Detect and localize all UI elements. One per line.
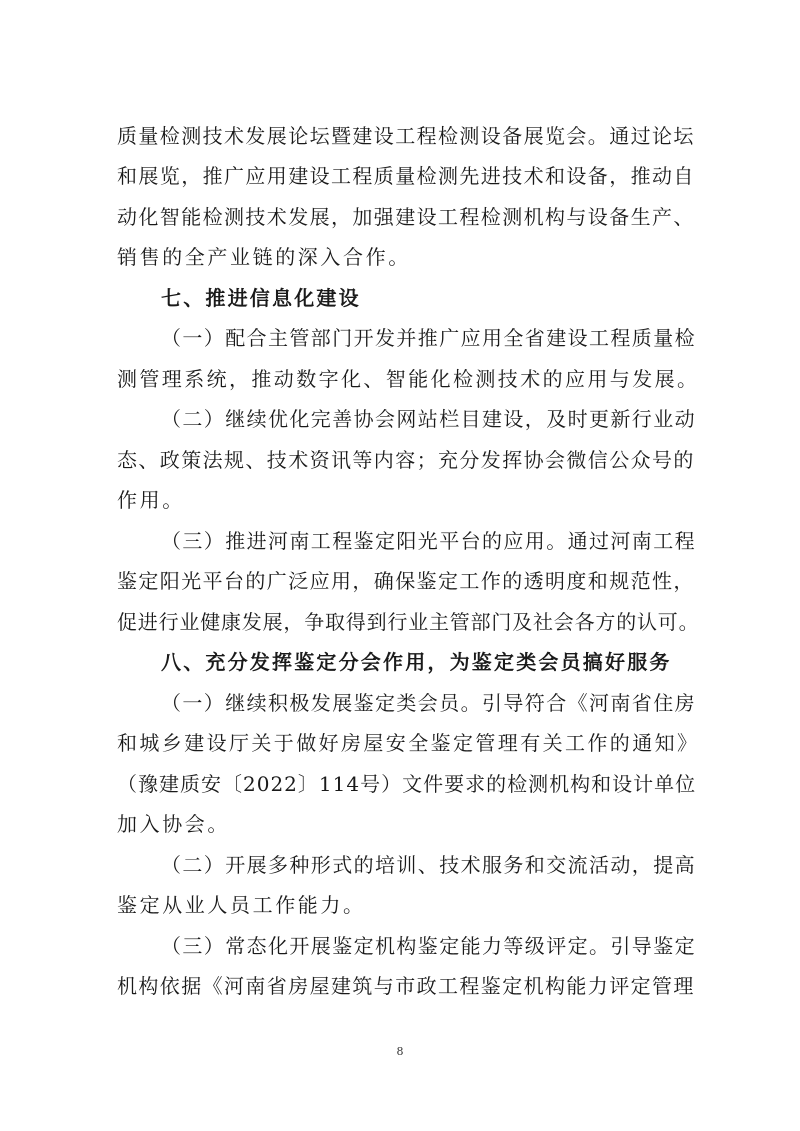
body-line [0, 847, 800, 883]
text-line: 和展览，推广应用建设工程质量检测先进技术和设备，推动自 [117, 164, 695, 188]
text-line: 测管理系统，推动数字化、智能化检测技术的应用与发展。 [117, 367, 700, 391]
body-line [0, 604, 800, 640]
body-line [0, 442, 800, 478]
text-line: 作用。 [117, 488, 185, 512]
body-line [0, 685, 800, 721]
text-line: （二）继续优化完善协会网站栏目建设，及时更新行业动 [161, 407, 696, 431]
body-line [0, 239, 800, 275]
text-line: 促进行业健康发展，争取得到行业主管部门及社会各方的认可。 [117, 610, 700, 634]
text-line: 鉴定阳光平台的广泛应用，确保鉴定工作的透明度和规范性， [117, 569, 695, 593]
text-line: 态、政策法规、技术资讯等内容；充分发挥协会微信公众号的 [117, 448, 695, 472]
page-number: 8 [396, 1045, 404, 1058]
text-line: （豫建质安〔2022〕114号）文件要求的检测机构和设计单位 [117, 772, 697, 796]
body-line [0, 401, 800, 437]
text-line: 鉴定从业人员工作能力。 [117, 893, 366, 917]
section-heading [0, 644, 800, 680]
body-line [0, 563, 800, 599]
text-line: 动化智能检测技术发展，加强建设工程检测机构与设备生产、 [117, 205, 695, 229]
body-line [0, 361, 800, 397]
body-line [0, 968, 800, 1004]
heading-text: 八、充分发挥鉴定分会作用，为鉴定类会员搞好服务 [161, 650, 672, 674]
text-line: （一）继续积极发展鉴定类会员。引导符合《河南省住房 [161, 691, 696, 715]
text-line: 质量检测技术发展论坛暨建设工程检测设备展览会。通过论坛 [117, 124, 695, 148]
text-line: 机构依据《河南省房屋建筑与市政工程鉴定机构能力评定管理 [117, 974, 695, 998]
body-line [0, 118, 800, 154]
body-line [0, 928, 800, 964]
text-line: 销售的全产业链的深入合作。 [117, 245, 411, 269]
body-line [0, 766, 800, 802]
body-line [0, 523, 800, 559]
body-line [0, 725, 800, 761]
body-line [0, 158, 800, 194]
body-line [0, 482, 800, 518]
body-line [0, 806, 800, 842]
text-line: 和城乡建设厅关于做好房屋安全鉴定管理有关工作的通知》 [117, 731, 700, 755]
section-heading [0, 280, 800, 316]
text-line: （三）常态化开展鉴定机构鉴定能力等级评定。引导鉴定 [161, 934, 696, 958]
text-line: （二）开展多种形式的培训、技术服务和交流活动，提高 [161, 853, 696, 877]
body-line [0, 199, 800, 235]
body-line [0, 320, 800, 356]
body-line [0, 887, 800, 923]
text-line: （三）推进河南工程鉴定阳光平台的应用。通过河南工程 [161, 529, 696, 553]
text-line: 加入协会。 [117, 812, 230, 836]
text-line: （一）配合主管部门开发并推广应用全省建设工程质量检 [161, 326, 696, 350]
heading-text: 七、推进信息化建设 [161, 286, 361, 310]
